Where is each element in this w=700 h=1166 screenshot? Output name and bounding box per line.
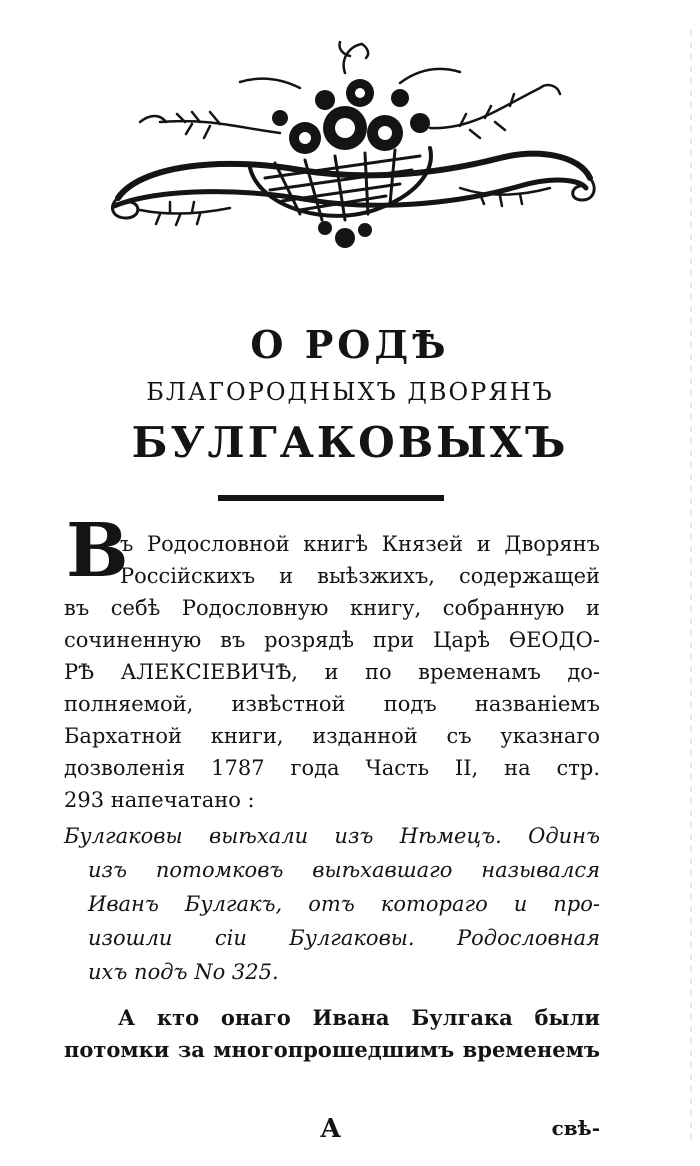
title-line-2: БЛАГОРОДНЫХЪ ДВОРЯНЪ xyxy=(146,378,554,406)
text-line: РѢ АЛЕКСIЕВИЧѢ, и по временамъ до- xyxy=(64,660,600,684)
drop-cap: В xyxy=(66,508,129,594)
text-line: сочиненную въ розрядѣ при Царѣ ѲЕОДО- xyxy=(64,628,600,652)
text-line: полняемой, извѣстной подъ названiемъ xyxy=(64,692,600,716)
quote-line: ихъ подъ No 325. xyxy=(88,960,279,984)
text-line: дозволенiя 1787 года Часть II, на стр. xyxy=(64,756,600,780)
signature-mark: А xyxy=(320,1114,342,1144)
catchword: свѣ- xyxy=(551,1116,600,1140)
quote-line: Иванъ Булгакъ, отъ котораго и про- xyxy=(88,892,600,916)
text-line: Россiйскихъ и выѣзжихъ, содержащей xyxy=(120,564,600,588)
text-line: ъ Родословной книгѣ Князей и Дворянъ xyxy=(120,532,600,556)
quote-line: изъ потомковъ выѣхавшаго назывался xyxy=(88,858,600,882)
floral-basket-vignette-icon xyxy=(100,38,600,260)
text-line: 293 напечатано : xyxy=(64,788,255,812)
quote-line: Булгаковы выѣхали изъ Нѣмецъ. Одинъ xyxy=(64,824,600,848)
text-line: потомки за многопрошедшимъ временемъ xyxy=(64,1037,600,1062)
scan-edge-artifact xyxy=(690,30,692,1140)
text-line: Бархатной книги, изданной съ указнаго xyxy=(64,724,600,748)
title-rule xyxy=(218,495,444,501)
text-line: А кто онаго Ивана Булгака были xyxy=(118,1005,600,1030)
text-line: въ себѣ Родословную книгу, собранную и xyxy=(64,596,600,620)
quote-line: изошли сiи Булгаковы. Родословная xyxy=(88,926,600,950)
title-line-1: О РОДѢ xyxy=(250,322,450,367)
title-line-3: БУЛГАКОВЫХЪ xyxy=(131,418,569,467)
